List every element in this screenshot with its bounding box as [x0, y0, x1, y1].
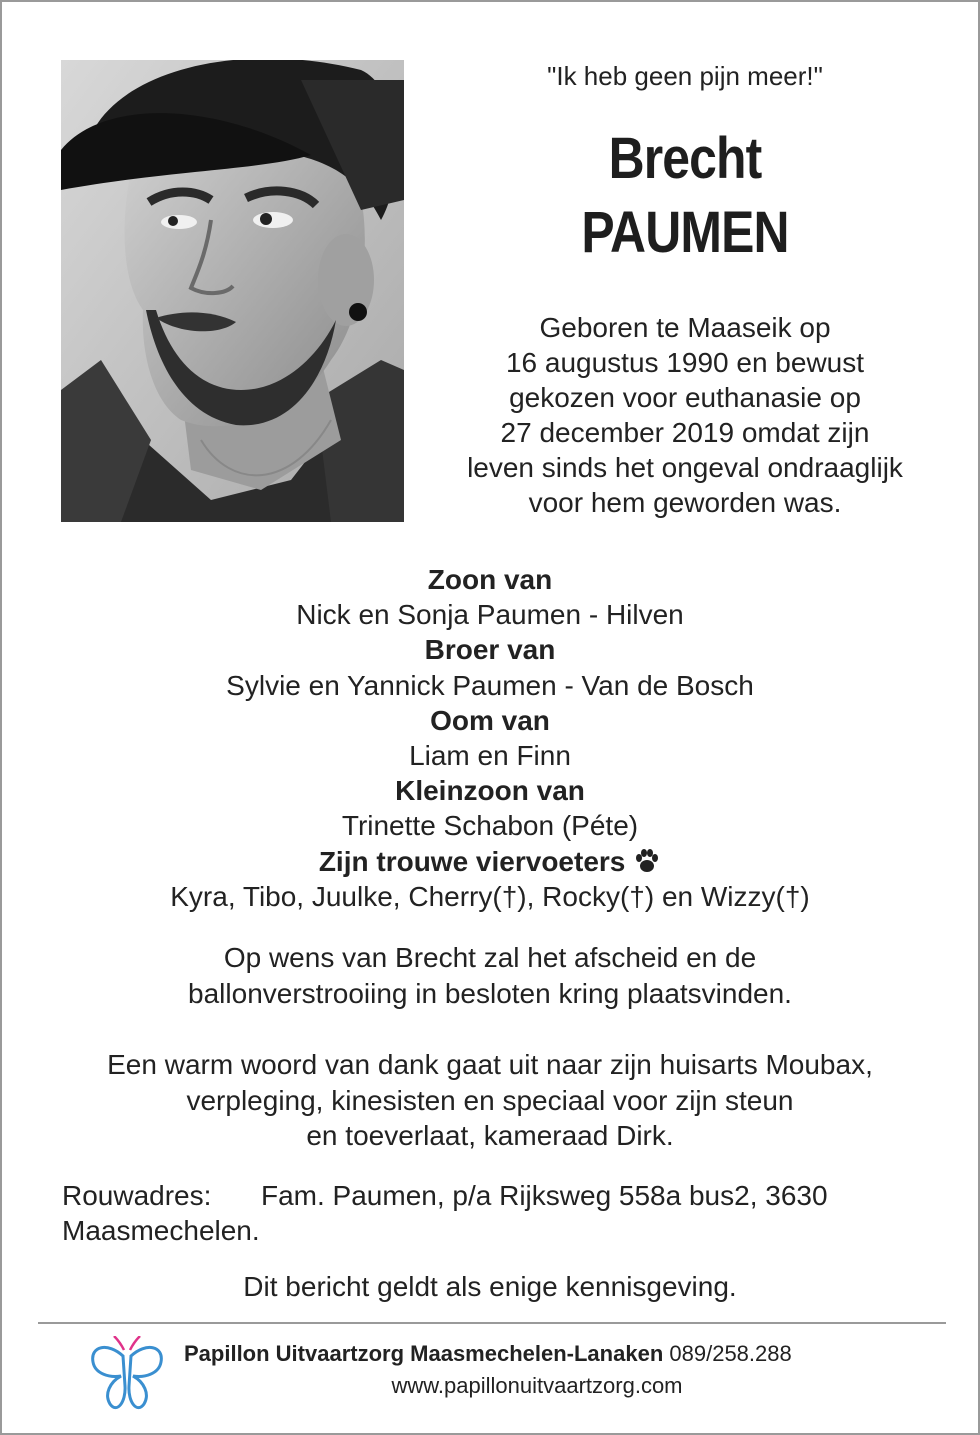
- statement-line: voor hem geworden was.: [528, 487, 842, 518]
- birth-death-statement: [402, 310, 968, 520]
- first-name: Brecht: [608, 126, 762, 191]
- papillon-butterfly-logo: [90, 1336, 164, 1412]
- company-name: Papillon Uitvaartzorg Maasmechelen-Lanaken: [184, 1341, 664, 1366]
- relation-heading-pets: [2, 844, 978, 879]
- relation-heading: Zoon van: [427, 564, 553, 595]
- footer-company: [184, 1341, 792, 1367]
- paragraph-line: ballonverstrooiing in besloten kring plaatsvinden.: [188, 977, 792, 1009]
- relation-names: Sylvie en Yannick Paumen - Van de Bosch: [226, 669, 754, 701]
- paragraph-line: verpleging, kinesisten en speciaal voor zijn steun: [186, 1084, 794, 1116]
- relation-heading: Oom van: [430, 704, 550, 736]
- quote: "Ik heb geen pijn meer!": [547, 61, 823, 91]
- mourning-address: [62, 1178, 942, 1248]
- statement-line: 27 december 2019 omdat zijn: [500, 417, 870, 448]
- address-label: Rouwadres:: [62, 1180, 212, 1211]
- relation-heading: Kleinzoon van: [395, 775, 585, 807]
- family-list: [2, 562, 978, 914]
- divider: [38, 1322, 946, 1324]
- relation-names: Trinette Schabon (Péte): [341, 810, 639, 842]
- relation-names: Liam en Finn: [409, 740, 571, 772]
- relation-heading: Broer van: [424, 634, 556, 666]
- company-phone: 089/258.288: [669, 1341, 792, 1366]
- statement-line: gekozen voor euthanasie op: [509, 382, 861, 413]
- paragraph-line: en toeverlaat, kameraad Dirk.: [306, 1120, 674, 1151]
- header-column: [402, 54, 968, 520]
- farewell-paragraph: [2, 940, 978, 1011]
- thanks-paragraph: [2, 1047, 978, 1154]
- statement-line: Geboren te Maaseik op: [539, 312, 831, 343]
- address-line: Fam. Paumen, p/a Rijksweg 558a bus2, 3630: [261, 1180, 828, 1211]
- paragraph-line: Op wens van Brecht zal het afscheid en de: [223, 942, 757, 973]
- statement-line: 16 augustus 1990 en bewust: [505, 347, 865, 378]
- notice-text: Dit bericht geldt als enige kennisgeving.: [243, 1271, 737, 1302]
- last-name: PAUMEN: [581, 200, 789, 265]
- address-line: Maasmechelen.: [62, 1215, 260, 1246]
- portrait-illustration: [61, 60, 404, 522]
- paw-icon: [633, 849, 661, 873]
- statement-line: leven sinds het ongeval ondraaglijk: [467, 452, 903, 483]
- relation-names: Kyra, Tibo, Juulke, Cherry(†), Rocky(†) en Wizzy(†): [170, 880, 810, 912]
- relation-heading-text: Zijn trouwe viervoeters: [318, 845, 626, 877]
- portrait-photo: [61, 60, 404, 522]
- relation-names: Nick en Sonja Paumen - Hilven: [296, 599, 684, 631]
- company-website: www.papillonuitvaartzorg.com: [391, 1373, 683, 1398]
- paragraph-line: Een warm woord van dank gaat uit naar zijn huisarts Moubax,: [107, 1049, 873, 1080]
